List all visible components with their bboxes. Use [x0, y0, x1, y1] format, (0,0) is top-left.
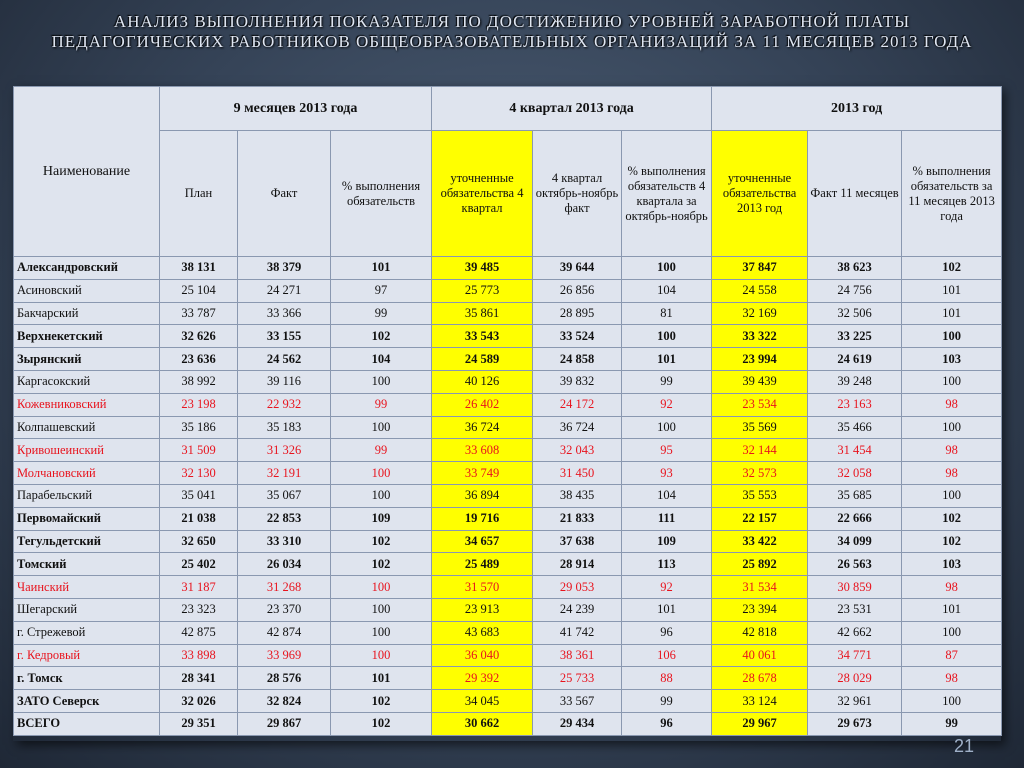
page-number: 21: [953, 736, 974, 756]
row-value: 33 787: [160, 302, 238, 325]
row-value: 21 833: [533, 507, 622, 530]
row-value: 34 099: [808, 530, 902, 553]
row-value: 113: [622, 553, 712, 576]
row-value: 99: [622, 690, 712, 713]
row-value: 29 867: [238, 712, 331, 735]
row-value: 100: [331, 370, 432, 393]
row-value: 33 543: [432, 325, 533, 348]
row-value: 100: [622, 257, 712, 280]
row-value: 99: [902, 712, 1002, 735]
row-value: 28 895: [533, 302, 622, 325]
row-value: 35 183: [238, 416, 331, 439]
row-value: 26 856: [533, 279, 622, 302]
row-value: 101: [622, 348, 712, 371]
row-value: 24 558: [712, 279, 808, 302]
table-body: [14, 257, 1002, 736]
row-name: Александровский: [14, 257, 160, 280]
table-row: [14, 598, 1002, 621]
header-col-11m-fact: Факт 11 месяцев: [808, 131, 902, 257]
header-col-q4-obligations: уточненные обязательства 4 квартал: [432, 131, 533, 257]
row-value: 25 892: [712, 553, 808, 576]
row-value: 96: [622, 621, 712, 644]
row-value: 32 169: [712, 302, 808, 325]
row-name: Бакчарский: [14, 302, 160, 325]
row-value: 33 322: [712, 325, 808, 348]
row-value: 98: [902, 439, 1002, 462]
row-name: Чаинский: [14, 576, 160, 599]
row-value: 35 186: [160, 416, 238, 439]
row-value: 33 567: [533, 690, 622, 713]
row-value: 32 573: [712, 462, 808, 485]
header-group-q4: 4 квартал 2013 года: [432, 87, 712, 131]
row-value: 24 858: [533, 348, 622, 371]
row-name: Верхнекетский: [14, 325, 160, 348]
table-row: [14, 348, 1002, 371]
row-value: 36 724: [533, 416, 622, 439]
row-value: 23 394: [712, 598, 808, 621]
row-value: 42 875: [160, 621, 238, 644]
row-value: 34 045: [432, 690, 533, 713]
row-value: 101: [902, 598, 1002, 621]
row-value: 104: [622, 279, 712, 302]
row-name: г. Стрежевой: [14, 621, 160, 644]
table-row: [14, 439, 1002, 462]
row-value: 102: [331, 553, 432, 576]
row-value: 99: [331, 439, 432, 462]
row-value: 32 058: [808, 462, 902, 485]
row-value: 33 422: [712, 530, 808, 553]
row-value: 101: [622, 598, 712, 621]
row-value: 24 562: [238, 348, 331, 371]
row-value: 104: [331, 348, 432, 371]
row-name: Колпашевский: [14, 416, 160, 439]
row-value: 25 733: [533, 667, 622, 690]
header-col-pct: % выполнения обязательств: [331, 131, 432, 257]
row-value: 32 130: [160, 462, 238, 485]
row-value: 103: [902, 348, 1002, 371]
table-row: [14, 462, 1002, 485]
row-value: 19 716: [432, 507, 533, 530]
row-value: 100: [331, 416, 432, 439]
row-value: 100: [902, 416, 1002, 439]
header-col-fact: Факт: [238, 131, 331, 257]
row-value: 36 724: [432, 416, 533, 439]
header-col-plan: План: [160, 131, 238, 257]
row-value: 23 531: [808, 598, 902, 621]
data-table-container: [13, 86, 1001, 741]
row-value: 43 683: [432, 621, 533, 644]
row-value: 100: [331, 462, 432, 485]
row-value: 31 570: [432, 576, 533, 599]
row-value: 32 961: [808, 690, 902, 713]
row-value: 92: [622, 576, 712, 599]
row-value: 35 685: [808, 484, 902, 507]
row-value: 28 341: [160, 667, 238, 690]
row-name: Зырянский: [14, 348, 160, 371]
row-value: 31 534: [712, 576, 808, 599]
row-value: 37 638: [533, 530, 622, 553]
row-value: 81: [622, 302, 712, 325]
row-value: 109: [331, 507, 432, 530]
row-value: 31 450: [533, 462, 622, 485]
row-value: 103: [902, 553, 1002, 576]
row-value: 33 898: [160, 644, 238, 667]
row-value: 100: [902, 690, 1002, 713]
row-value: 23 636: [160, 348, 238, 371]
table-row: [14, 644, 1002, 667]
row-value: 31 509: [160, 439, 238, 462]
row-value: 33 969: [238, 644, 331, 667]
table-row: [14, 553, 1002, 576]
row-value: 28 029: [808, 667, 902, 690]
row-value: 25 489: [432, 553, 533, 576]
title-line-1: АНАЛИЗ ВЫПОЛНЕНИЯ ПОКАЗАТЕЛЯ ПО ДОСТИЖЕНИЮ УРОВНЕЙ ЗАРАБОТНОЙ ПЛАТЫ: [113, 12, 911, 31]
row-value: 99: [622, 370, 712, 393]
row-value: 109: [622, 530, 712, 553]
row-value: 35 041: [160, 484, 238, 507]
row-name: ВСЕГО: [14, 712, 160, 735]
row-value: 100: [331, 621, 432, 644]
row-name: Тегульдетский: [14, 530, 160, 553]
row-value: 36 040: [432, 644, 533, 667]
row-value: 101: [331, 257, 432, 280]
row-name: ЗАТО Северск: [14, 690, 160, 713]
row-value: 33 608: [432, 439, 533, 462]
row-value: 32 626: [160, 325, 238, 348]
row-value: 102: [331, 690, 432, 713]
row-value: 100: [902, 370, 1002, 393]
row-value: 87: [902, 644, 1002, 667]
row-name: Асиновский: [14, 279, 160, 302]
row-value: 29 434: [533, 712, 622, 735]
row-value: 37 847: [712, 257, 808, 280]
row-name: г. Томск: [14, 667, 160, 690]
row-value: 33 155: [238, 325, 331, 348]
row-name: Молчановский: [14, 462, 160, 485]
row-value: 24 589: [432, 348, 533, 371]
row-value: 99: [331, 302, 432, 325]
table-row: [14, 690, 1002, 713]
row-value: 35 466: [808, 416, 902, 439]
header-col-11m-pct: % выполнения обязательств за 11 месяцев 2013 года: [902, 131, 1002, 257]
row-value: 23 198: [160, 393, 238, 416]
table-row: [14, 325, 1002, 348]
row-value: 100: [622, 416, 712, 439]
table-row: [14, 621, 1002, 644]
table-row: [14, 712, 1002, 735]
row-value: 39 485: [432, 257, 533, 280]
row-value: 32 026: [160, 690, 238, 713]
row-value: 39 832: [533, 370, 622, 393]
row-value: 99: [331, 393, 432, 416]
row-value: 26 402: [432, 393, 533, 416]
row-value: 38 131: [160, 257, 238, 280]
table-row: [14, 279, 1002, 302]
row-value: 88: [622, 667, 712, 690]
header-name: Наименование: [14, 87, 160, 257]
row-value: 38 992: [160, 370, 238, 393]
table-row: [14, 416, 1002, 439]
row-value: 23 323: [160, 598, 238, 621]
title-line-2: ПЕДАГОГИЧЕСКИХ РАБОТНИКОВ ОБЩЕОБРАЗОВАТЕЛЬНЫХ ОРГАНИЗАЦИЙ ЗА 11 МЕСЯЦЕВ 2013 ГОДА: [51, 32, 973, 51]
row-value: 35 553: [712, 484, 808, 507]
row-value: 33 225: [808, 325, 902, 348]
row-value: 102: [902, 530, 1002, 553]
row-value: 42 818: [712, 621, 808, 644]
row-value: 35 067: [238, 484, 331, 507]
row-value: 104: [622, 484, 712, 507]
row-name: г. Кедровый: [14, 644, 160, 667]
row-value: 96: [622, 712, 712, 735]
row-value: 32 824: [238, 690, 331, 713]
row-value: 106: [622, 644, 712, 667]
row-value: 30 662: [432, 712, 533, 735]
row-name: Парабельский: [14, 484, 160, 507]
row-value: 32 043: [533, 439, 622, 462]
row-value: 101: [902, 279, 1002, 302]
row-value: 100: [331, 598, 432, 621]
row-name: Каргасокский: [14, 370, 160, 393]
table-row: [14, 507, 1002, 530]
row-value: 29 351: [160, 712, 238, 735]
row-value: 97: [331, 279, 432, 302]
row-value: 32 650: [160, 530, 238, 553]
row-value: 28 576: [238, 667, 331, 690]
row-value: 32 144: [712, 439, 808, 462]
slide-title: [0, 12, 1024, 52]
row-value: 101: [902, 302, 1002, 325]
row-value: 93: [622, 462, 712, 485]
row-value: 29 967: [712, 712, 808, 735]
table-row: [14, 576, 1002, 599]
row-value: 100: [331, 576, 432, 599]
header-group-9-months: 9 месяцев 2013 года: [160, 87, 432, 131]
table-row: [14, 370, 1002, 393]
table-row: [14, 530, 1002, 553]
row-value: 34 771: [808, 644, 902, 667]
row-value: 22 853: [238, 507, 331, 530]
row-value: 42 874: [238, 621, 331, 644]
row-value: 24 756: [808, 279, 902, 302]
table-row: [14, 257, 1002, 280]
row-value: 100: [902, 621, 1002, 644]
row-value: 102: [902, 257, 1002, 280]
salary-table: [13, 86, 1002, 736]
row-value: 100: [902, 484, 1002, 507]
row-value: 40 061: [712, 644, 808, 667]
row-value: 95: [622, 439, 712, 462]
row-value: 23 534: [712, 393, 808, 416]
row-value: 22 666: [808, 507, 902, 530]
row-value: 29 392: [432, 667, 533, 690]
row-value: 38 379: [238, 257, 331, 280]
header-col-year-obligations: уточненные обязательства 2013 год: [712, 131, 808, 257]
row-value: 32 191: [238, 462, 331, 485]
row-value: 24 239: [533, 598, 622, 621]
row-value: 23 163: [808, 393, 902, 416]
row-value: 25 402: [160, 553, 238, 576]
row-value: 41 742: [533, 621, 622, 644]
row-value: 24 619: [808, 348, 902, 371]
row-name: Первомайский: [14, 507, 160, 530]
row-value: 23 370: [238, 598, 331, 621]
row-value: 39 439: [712, 370, 808, 393]
row-value: 40 126: [432, 370, 533, 393]
row-value: 100: [902, 325, 1002, 348]
row-value: 28 678: [712, 667, 808, 690]
row-value: 38 623: [808, 257, 902, 280]
row-value: 98: [902, 667, 1002, 690]
row-value: 33 124: [712, 690, 808, 713]
row-value: 23 913: [432, 598, 533, 621]
header-col-q4-fact: 4 квартал октябрь-ноябрь факт: [533, 131, 622, 257]
row-value: 39 644: [533, 257, 622, 280]
row-value: 100: [622, 325, 712, 348]
row-value: 34 657: [432, 530, 533, 553]
row-value: 21 038: [160, 507, 238, 530]
row-value: 25 104: [160, 279, 238, 302]
row-value: 26 034: [238, 553, 331, 576]
header-col-q4-pct: % выполнения обязательств 4 квартала за октябрь-ноябрь: [622, 131, 712, 257]
table-row: [14, 667, 1002, 690]
row-value: 22 157: [712, 507, 808, 530]
row-value: 39 116: [238, 370, 331, 393]
table-row: [14, 302, 1002, 325]
row-value: 23 994: [712, 348, 808, 371]
row-value: 31 268: [238, 576, 331, 599]
row-value: 101: [331, 667, 432, 690]
row-value: 26 563: [808, 553, 902, 576]
row-value: 102: [902, 507, 1002, 530]
row-value: 31 454: [808, 439, 902, 462]
row-value: 29 053: [533, 576, 622, 599]
row-value: 25 773: [432, 279, 533, 302]
row-value: 42 662: [808, 621, 902, 644]
row-value: 98: [902, 576, 1002, 599]
row-value: 28 914: [533, 553, 622, 576]
table-row: [14, 484, 1002, 507]
row-value: 98: [902, 393, 1002, 416]
row-value: 22 932: [238, 393, 331, 416]
row-value: 38 361: [533, 644, 622, 667]
row-value: 102: [331, 530, 432, 553]
row-value: 32 506: [808, 302, 902, 325]
row-value: 35 569: [712, 416, 808, 439]
row-value: 33 310: [238, 530, 331, 553]
row-value: 33 524: [533, 325, 622, 348]
row-name: Кривошеинский: [14, 439, 160, 462]
row-value: 24 271: [238, 279, 331, 302]
row-value: 36 894: [432, 484, 533, 507]
row-value: 100: [331, 644, 432, 667]
row-value: 33 749: [432, 462, 533, 485]
row-value: 35 861: [432, 302, 533, 325]
row-value: 92: [622, 393, 712, 416]
row-value: 30 859: [808, 576, 902, 599]
header-group-year: 2013 год: [712, 87, 1002, 131]
row-name: Шегарский: [14, 598, 160, 621]
row-value: 24 172: [533, 393, 622, 416]
row-name: Кожевниковский: [14, 393, 160, 416]
row-value: 100: [331, 484, 432, 507]
row-name: Томский: [14, 553, 160, 576]
row-value: 111: [622, 507, 712, 530]
table-row: [14, 393, 1002, 416]
row-value: 39 248: [808, 370, 902, 393]
row-value: 102: [331, 325, 432, 348]
row-value: 29 673: [808, 712, 902, 735]
row-value: 31 187: [160, 576, 238, 599]
row-value: 31 326: [238, 439, 331, 462]
row-value: 38 435: [533, 484, 622, 507]
row-value: 33 366: [238, 302, 331, 325]
row-value: 98: [902, 462, 1002, 485]
row-value: 102: [331, 712, 432, 735]
